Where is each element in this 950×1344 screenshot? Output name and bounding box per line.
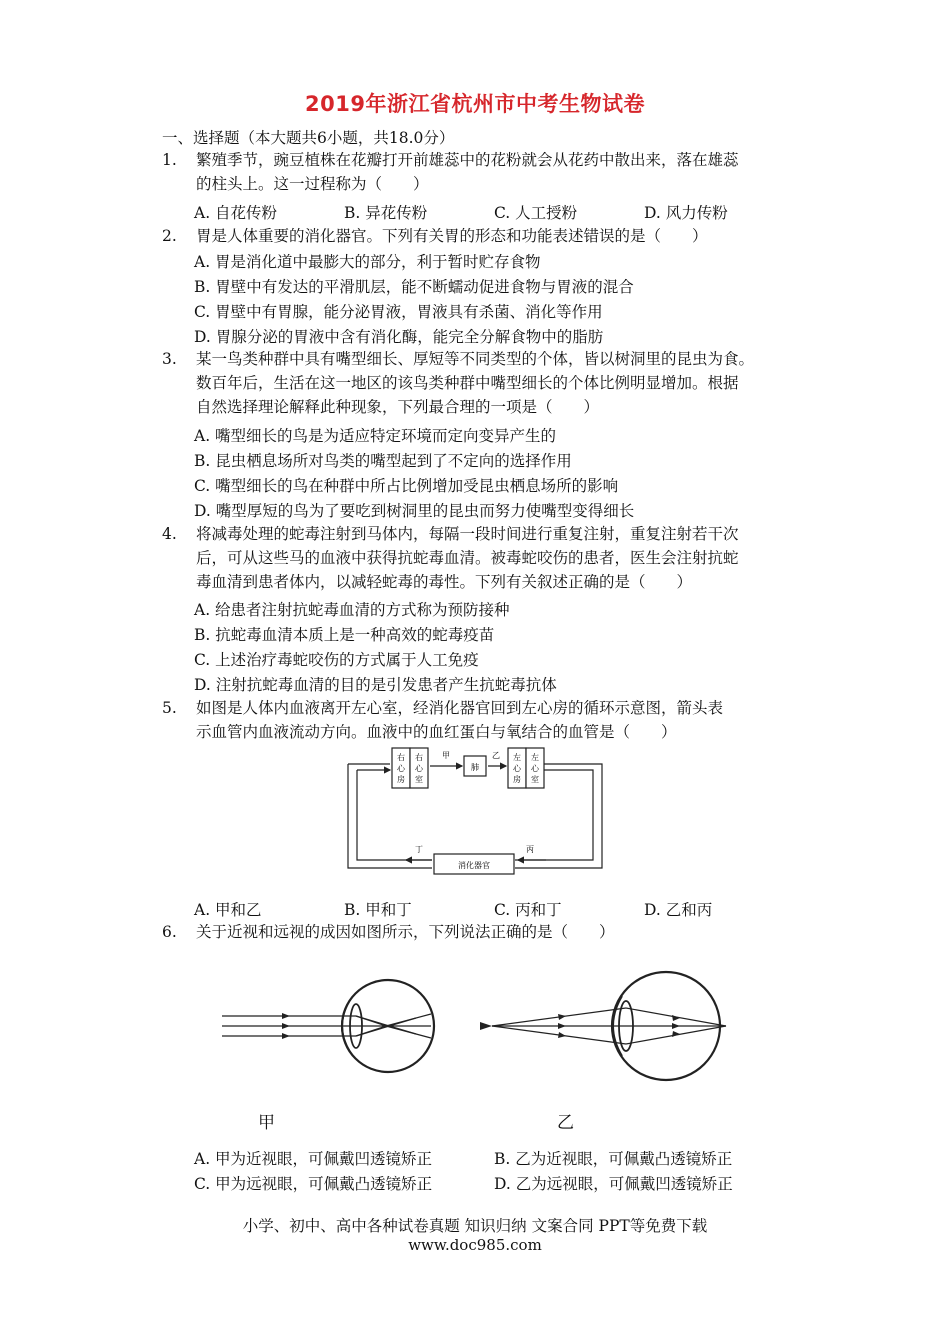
vessel-label-jia: 甲 bbox=[442, 751, 450, 760]
option-d: D. 乙和丙 bbox=[644, 901, 713, 919]
right-atrium-char: 心 bbox=[397, 764, 405, 773]
vessel-label-ding: 丁 bbox=[415, 845, 423, 854]
question-line: 繁殖季节，豌豆植株在花瓣打开前雄蕊中的花粉就会从花药中散出来，落在雄蕊 bbox=[196, 151, 739, 169]
option-b: B. 甲和丁 bbox=[344, 901, 412, 919]
right-atrium-char: 房 bbox=[397, 775, 405, 784]
option-d: D. 嘴型厚短的鸟为了要吃到树洞里的昆虫而努力使嘴型变得细长 bbox=[194, 502, 635, 520]
digestive-organ-label: 消化器官 bbox=[458, 861, 490, 870]
footer-website: www.doc985.com bbox=[408, 1236, 542, 1254]
circulation-diagram bbox=[340, 744, 608, 886]
option-c: C. 胃壁中有胃腺，能分泌胃液，胃液具有杀菌、消化等作用 bbox=[194, 303, 603, 321]
eye-diagram-jia bbox=[216, 978, 448, 1078]
left-ventricle-char: 心 bbox=[531, 764, 539, 773]
question-line: 关于近视和远视的成因如图所示，下列说法正确的是（ ） bbox=[196, 923, 615, 941]
option-c: C. 丙和丁 bbox=[494, 901, 562, 919]
left-atrium-char: 房 bbox=[513, 775, 521, 784]
page-title: 2019年浙江省杭州市中考生物试卷 bbox=[305, 92, 645, 116]
option-d: D. 风力传粉 bbox=[644, 204, 728, 222]
option-d: D. 注射抗蛇毒血清的目的是引发患者产生抗蛇毒抗体 bbox=[194, 676, 557, 694]
right-ventricle-char: 心 bbox=[415, 764, 423, 773]
question-line: 毒血清到患者体内，以减轻蛇毒的毒性。下列有关叙述正确的是（ ） bbox=[196, 573, 693, 591]
question-line: 的柱头上。这一过程称为（ ） bbox=[196, 175, 429, 193]
left-atrium-char: 左 bbox=[513, 753, 521, 762]
option-c: C. 人工授粉 bbox=[494, 204, 578, 222]
question-number: 6. bbox=[162, 923, 177, 941]
eye-diagram-yi bbox=[476, 968, 732, 1086]
vessel-label-bing: 丙 bbox=[526, 845, 534, 854]
options-row bbox=[194, 898, 794, 922]
option-b: B. 乙为近视眼，可佩戴凸透镜矫正 bbox=[494, 1150, 733, 1168]
question-line: 胃是人体重要的消化器官。下列有关胃的形态和功能表述错误的是（ ） bbox=[196, 227, 708, 245]
question-number: 3. bbox=[162, 350, 177, 368]
question-line: 示血管内血液流动方向。血液中的血红蛋白与氧结合的血管是（ ） bbox=[196, 723, 677, 741]
question-number: 1. bbox=[162, 151, 177, 169]
question-line: 将减毒处理的蛇毒注射到马体内，每隔一段时间进行重复注射，重复注射若干次 bbox=[196, 525, 739, 543]
option-a: A. 甲为近视眼，可佩戴凹透镜矫正 bbox=[194, 1150, 433, 1168]
option-b: B. 抗蛇毒血清本质上是一种高效的蛇毒疫苗 bbox=[194, 626, 495, 644]
option-c: C. 甲为远视眼，可佩戴凸透镜矫正 bbox=[194, 1175, 433, 1193]
option-c: C. 嘴型细长的鸟在种群中所占比例增加受昆虫栖息场所的影响 bbox=[194, 477, 619, 495]
question-line: 数百年后，生活在这一地区的该鸟类种群中嘴型细长的个体比例明显增加。根据 bbox=[196, 374, 739, 392]
right-ventricle-char: 右 bbox=[415, 753, 423, 762]
eye-label-yi: 乙 bbox=[557, 1113, 574, 1133]
left-ventricle-char: 室 bbox=[531, 775, 539, 784]
question-number: 2. bbox=[162, 227, 177, 245]
option-a: A. 甲和乙 bbox=[194, 901, 262, 919]
option-a: A. 嘴型细长的鸟是为适应特定环境而定向变异产生的 bbox=[194, 427, 557, 445]
question-line: 后，可从这些马的血液中获得抗蛇毒血清。被毒蛇咬伤的患者，医生会注射抗蛇 bbox=[196, 549, 739, 567]
question-number: 4. bbox=[162, 525, 177, 543]
option-d: D. 乙为远视眼，可佩戴凹透镜矫正 bbox=[494, 1175, 733, 1193]
left-ventricle-char: 左 bbox=[531, 753, 539, 762]
option-a: A. 胃是消化道中最膨大的部分，利于暂时贮存食物 bbox=[194, 253, 541, 271]
right-atrium-char: 右 bbox=[397, 753, 405, 762]
option-b: B. 胃壁中有发达的平滑肌层，能不断蠕动促进食物与胃液的混合 bbox=[194, 278, 634, 296]
option-b: B. 异花传粉 bbox=[344, 204, 428, 222]
option-d: D. 胃腺分泌的胃液中含有消化酶，能完全分解食物中的脂肪 bbox=[194, 328, 604, 346]
lung-label: 肺 bbox=[471, 763, 479, 772]
options-row bbox=[194, 201, 794, 225]
left-atrium-char: 心 bbox=[513, 764, 521, 773]
question-line: 自然选择理论解释此种现象，下列最合理的一项是（ ） bbox=[196, 398, 600, 416]
section-heading: 一、选择题（本大题共6小题，共18.0分） bbox=[162, 129, 455, 147]
footer-promo-text: 小学、初中、高中各种试卷真题 知识归纳 文案合同 PPT等免费下载 bbox=[242, 1217, 708, 1235]
option-b: B. 昆虫栖息场所对鸟类的嘴型起到了不定向的选择作用 bbox=[194, 452, 572, 470]
question-number: 5. bbox=[162, 699, 177, 717]
option-a: A. 自花传粉 bbox=[194, 204, 278, 222]
right-ventricle-char: 室 bbox=[415, 775, 423, 784]
question-line: 如图是人体内血液离开左心室，经消化器官回到左心房的循环示意图，箭头表 bbox=[196, 699, 724, 717]
question-line: 某一鸟类种群中具有嘴型细长、厚短等不同类型的个体，皆以树洞里的昆虫为食。 bbox=[196, 350, 755, 368]
eye-label-jia: 甲 bbox=[258, 1113, 275, 1133]
options-row bbox=[194, 1172, 794, 1196]
vessel-label-yi: 乙 bbox=[492, 751, 500, 760]
option-c: C. 上述治疗毒蛇咬伤的方式属于人工免疫 bbox=[194, 651, 479, 669]
options-row bbox=[194, 1147, 794, 1171]
option-a: A. 给患者注射抗蛇毒血清的方式称为预防接种 bbox=[194, 601, 510, 619]
